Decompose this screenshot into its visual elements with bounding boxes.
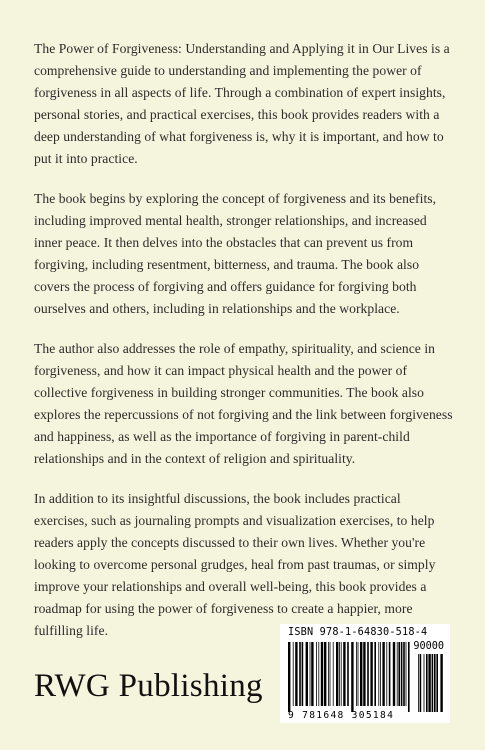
barcode-bar xyxy=(343,642,345,706)
barcode-bar xyxy=(316,642,317,706)
barcode-digits: 9 781648 305184 xyxy=(288,710,395,721)
publisher-name: RWG Publishing xyxy=(34,668,263,704)
barcode-bar xyxy=(321,642,323,706)
barcode-bar xyxy=(374,642,376,706)
barcode-bar xyxy=(389,642,391,706)
barcode-bar xyxy=(360,642,362,706)
description-paragraph-2: The book begins by exploring the concept of forgiveness and its benefits, including improved mental health, stronger relationships, and increased inner peace. It then delves into the obstacles that can prevent us from forgiving, including resentment, bitterness, and trauma. The book also covers the process of forgiving and offers guidance for forgiving both ourselves and others, including in relationships and the workplace. xyxy=(34,191,437,316)
barcode-bar xyxy=(403,642,405,706)
barcode-addon-bar xyxy=(428,654,430,712)
barcode-bar xyxy=(363,642,365,706)
barcode-bar xyxy=(351,642,353,712)
barcode-bar xyxy=(299,642,301,706)
barcode-bar xyxy=(318,642,319,706)
barcode-bar xyxy=(386,642,387,706)
barcode-bar xyxy=(306,642,308,706)
barcode-bar xyxy=(328,642,329,706)
isbn-barcode xyxy=(280,624,450,723)
description-paragraph-1: The Power of Forgiveness: Understanding and Applying it in Our Lives is a comprehensive guide to understanding and implementing the power of forgiveness in all aspects of life. Through a combination of expert insights, personal stories, and practical exercises, this book provides readers with a deep understanding of what forgiveness is, why it is important, and how to put it into practice. xyxy=(34,41,450,166)
barcode-bar xyxy=(382,642,384,706)
barcode-bar xyxy=(401,642,403,706)
barcode-bar xyxy=(336,642,338,706)
barcode-bar xyxy=(310,642,311,706)
price-addon-number: 90000 xyxy=(413,641,444,652)
barcode-bar xyxy=(398,642,400,706)
barcode-bar xyxy=(339,642,340,706)
description-paragraph-3: The author also addresses the role of empathy, spirituality, and science in forgiveness, and how it can impact physical health and the power of collective forgiveness in building stronger communities. The book also explores the repercussions of not forgiving and the link between forgiveness and happiness, as well as the importance of forgiving in parent-child relationships and in the context of religion and spirituality. xyxy=(34,341,453,466)
barcode-bars xyxy=(280,624,450,723)
barcode-bar xyxy=(324,642,326,706)
isbn-label: ISBN 978-1-64830-518-4 xyxy=(288,627,428,638)
description-paragraph-4: In addition to its insightful discussions, the book includes practical exercises, such as journaling prompts and visualization exercises, to help readers apply the concepts discussed to their own lives. Whether you're looking to overcome personal grudges, heal from past traumas, or simply improve your relationships and overall well-being, this book provides a roadmap for using the power of forgiveness to create a happier, more fulfilling life. xyxy=(34,491,436,638)
barcode-addon-bar xyxy=(440,654,442,712)
barcode-addon-bar xyxy=(420,654,422,712)
barcode-bar xyxy=(347,642,349,706)
barcode-bar xyxy=(341,642,342,706)
barcode-bar xyxy=(295,642,297,706)
barcode-bar xyxy=(311,642,313,706)
back-cover-description xyxy=(34,38,454,660)
barcode-bar xyxy=(356,642,357,706)
barcode-bar xyxy=(397,642,398,706)
barcode-bar xyxy=(333,642,334,706)
barcode-bar xyxy=(302,642,304,706)
barcode-bar xyxy=(293,642,294,706)
barcode-addon-bar xyxy=(434,654,436,712)
barcode-bar xyxy=(393,642,395,706)
barcode-bar xyxy=(330,642,331,706)
barcode-addon-bar xyxy=(424,654,425,712)
barcode-addon-bar xyxy=(426,654,428,712)
barcode-bar xyxy=(370,642,372,706)
barcode-bar xyxy=(367,642,369,706)
barcode-addon-bar xyxy=(432,654,434,712)
barcode-bar xyxy=(358,642,359,706)
barcode-bar xyxy=(408,642,410,712)
barcode-addon-bar xyxy=(418,654,419,712)
barcode-bar xyxy=(378,642,379,706)
barcode-addon-bar xyxy=(436,654,438,712)
barcode-bar xyxy=(406,642,407,706)
barcode-bar xyxy=(288,642,290,712)
barcode-bar xyxy=(380,642,381,706)
